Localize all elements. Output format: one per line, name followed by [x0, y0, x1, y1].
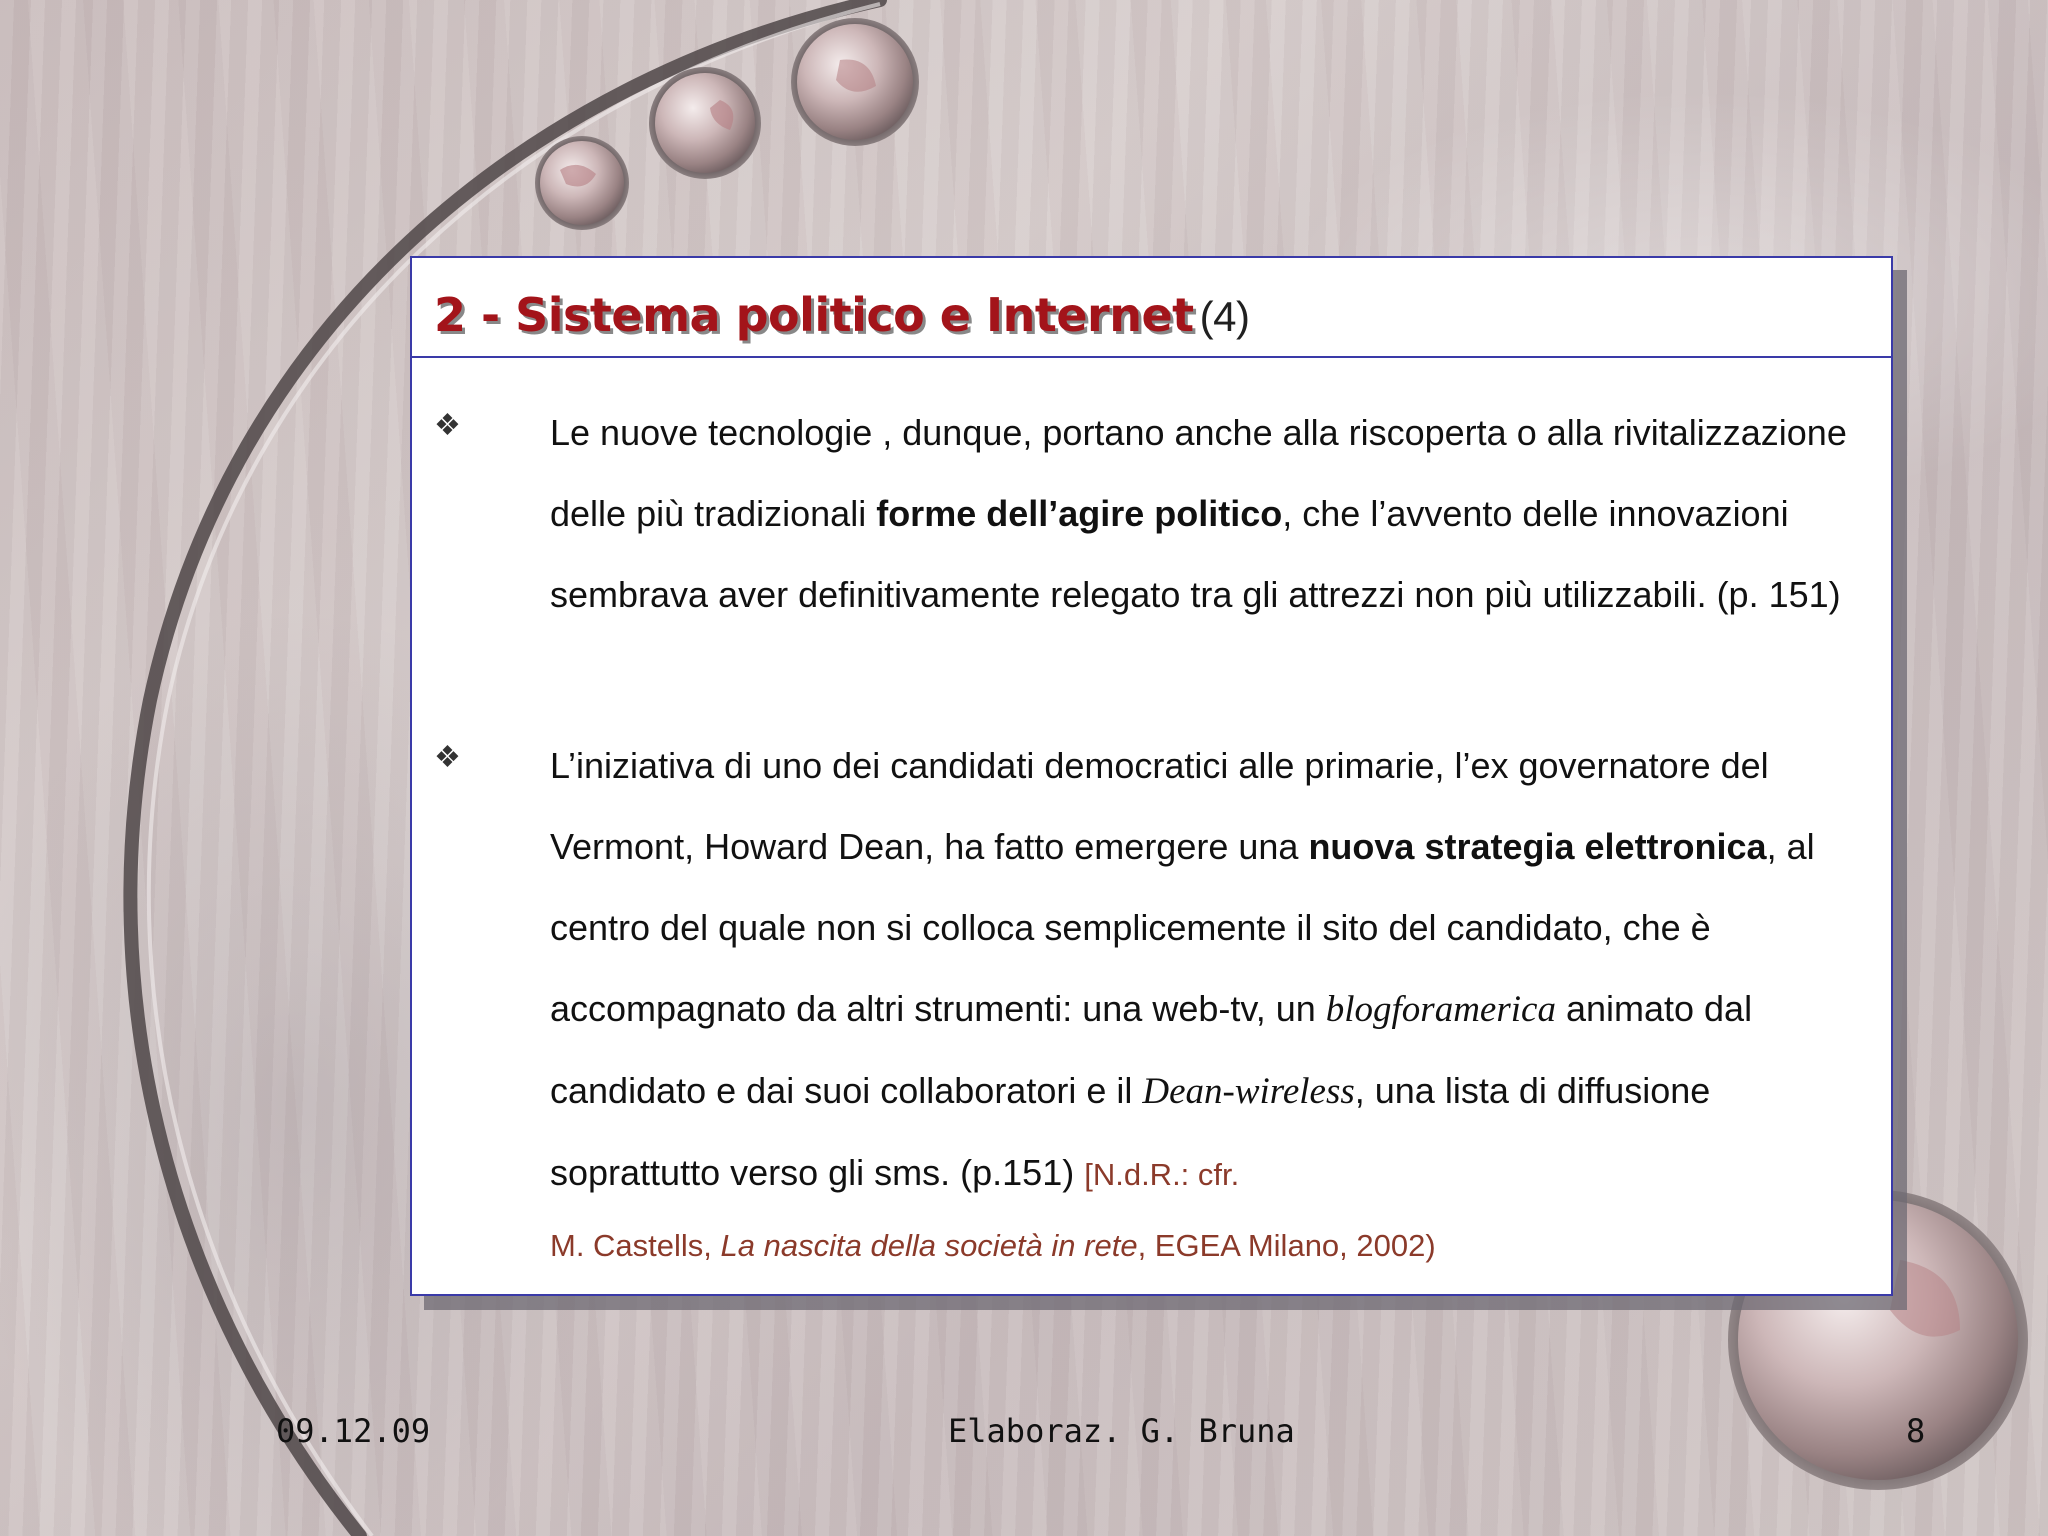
bullet-diamond-icon: ❖: [434, 741, 461, 774]
bullet-paragraph-1: [550, 392, 1870, 635]
bullet-paragraph-2: [550, 725, 1870, 1277]
paragraph-text: Le nuove tecnologie , dunque, portano anche alla riscoperta o alla rivitalizzazione delle più tradizionali: [550, 412, 1847, 534]
bullet-diamond-icon: ❖: [434, 409, 461, 442]
footer-author: Elaboraz. G. Bruna: [948, 1412, 1295, 1450]
citation-author: M. Castells,: [550, 1228, 721, 1263]
content-panel: [410, 256, 1893, 1296]
footer-date: 09.12.09: [276, 1412, 431, 1450]
sphere-large: [791, 18, 919, 146]
slide-title: [434, 288, 1250, 342]
sphere-medium: [649, 67, 761, 179]
slide-title-count: (4): [1199, 293, 1250, 340]
sphere-small: [535, 136, 629, 230]
citation-title: La nascita della società in rete: [720, 1228, 1138, 1263]
paragraph-text: , al centro del quale non si colloca semplicemente il sito del candidato, che è accompagnato da altri strumenti: una web-tv, un: [550, 826, 1815, 1029]
editor-note: [N.d.R.: cfr.: [1084, 1157, 1240, 1192]
paragraph-text: , una lista di diffusione soprattutto verso gli sms. (p.151): [550, 1070, 1711, 1193]
footer-page-number: 8: [1906, 1412, 1926, 1450]
paragraph-italic: Dean-wireless: [1142, 1071, 1355, 1112]
paragraph-text: L’iniziativa di uno dei candidati democratici alle primarie, l’ex governatore del Vermont, Howard Dean, ha fatto emergere una: [550, 745, 1769, 867]
title-bar: [412, 258, 1891, 358]
citation-publisher: , EGEA Milano, 2002): [1137, 1228, 1436, 1263]
paragraph-bold: nuova strategia elettronica: [1308, 826, 1767, 867]
paragraph-text: animato dal candidato e dai suoi collaboratori e il: [550, 988, 1753, 1111]
paragraph-italic: blogforamerica: [1325, 989, 1556, 1030]
paragraph-bold: forme dell’agire politico: [876, 493, 1283, 534]
slide-title-text: 2 - Sistema politico e Internet: [434, 288, 1194, 342]
paragraph-text: , che l’avvento delle innovazioni sembrava aver definitivamente relegato tra gli attrezzi non più utilizzabili. (p. 151): [550, 493, 1841, 615]
editor-note-citation: [550, 1215, 1870, 1277]
